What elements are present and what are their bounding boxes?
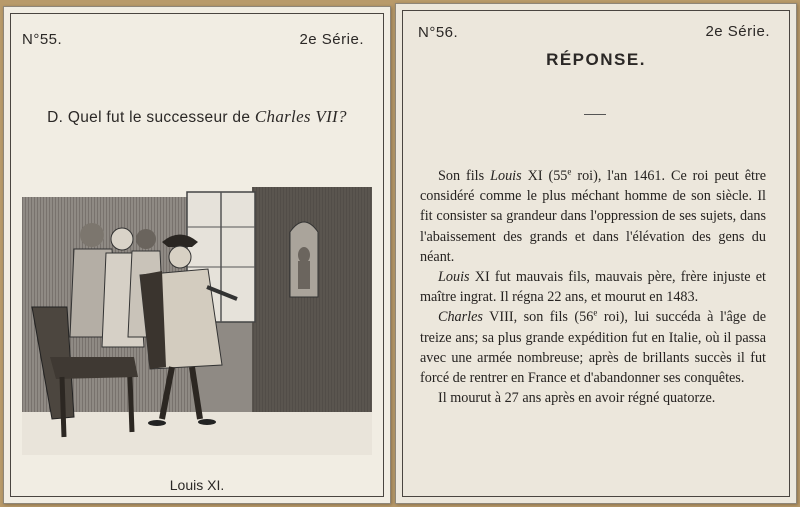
series-label: 2e Série. [299,31,364,48]
card-number: N°55. [22,31,63,48]
king-shoe [198,419,216,425]
illustration-caption: Louis XI. [169,477,225,493]
answer-title: RÉPONSE. [546,50,646,69]
armchair-leg [62,377,64,437]
king-head [169,246,191,268]
king-shoe [148,420,166,426]
courtier-head [80,223,104,247]
question-text [4,107,390,127]
title-rule [584,114,606,115]
answer-paragraph: Il mourut à 27 ans après en avoir régné quatorze. [438,390,716,407]
question-card [3,6,391,504]
card-number: N°56. [418,24,459,41]
courtier-head [136,229,156,249]
right-wall-shading [252,187,372,427]
series-label: 2e Série. [705,23,770,40]
armchair-leg [130,377,132,432]
courtier-head [111,228,133,250]
answer-paragraph: Charles VIII, son fils (56e roi), lui succéda à l'âge de treize ans; sa plus grande expédition fut en Italie, où il passa avec une armée nombreuse; après de brillants succès il fut forcé de rentrer en France et d'abandonner ses conquêtes. [420,307,767,387]
lithograph-illustration [22,187,372,455]
question-mark: ? [338,107,347,126]
statue-figure [298,261,310,289]
answer-paragraph: Son fils Louis XI (55e roi), l'an 1461. Ce roi peut être considéré comme le plus méchant homme de son siècle. Il fit consister sa grandeur dans l'oppression de ses sujets, dans l'abaissement des grands et dans l'élévation des gens du néant. [420,166,767,265]
question-prefix: D. Quel fut le successeur de [47,109,251,126]
statue-figure [298,247,310,263]
question-name: Charles VII [254,107,338,126]
answer-paragraph: Louis XI fut mauvais fils, mauvais père, frère injuste et maître ingrat. Il régna 22 ans, et mourut en 1483. [420,269,766,306]
answer-card [395,3,797,504]
answer-body [420,166,766,408]
armchair-seat [50,357,138,379]
